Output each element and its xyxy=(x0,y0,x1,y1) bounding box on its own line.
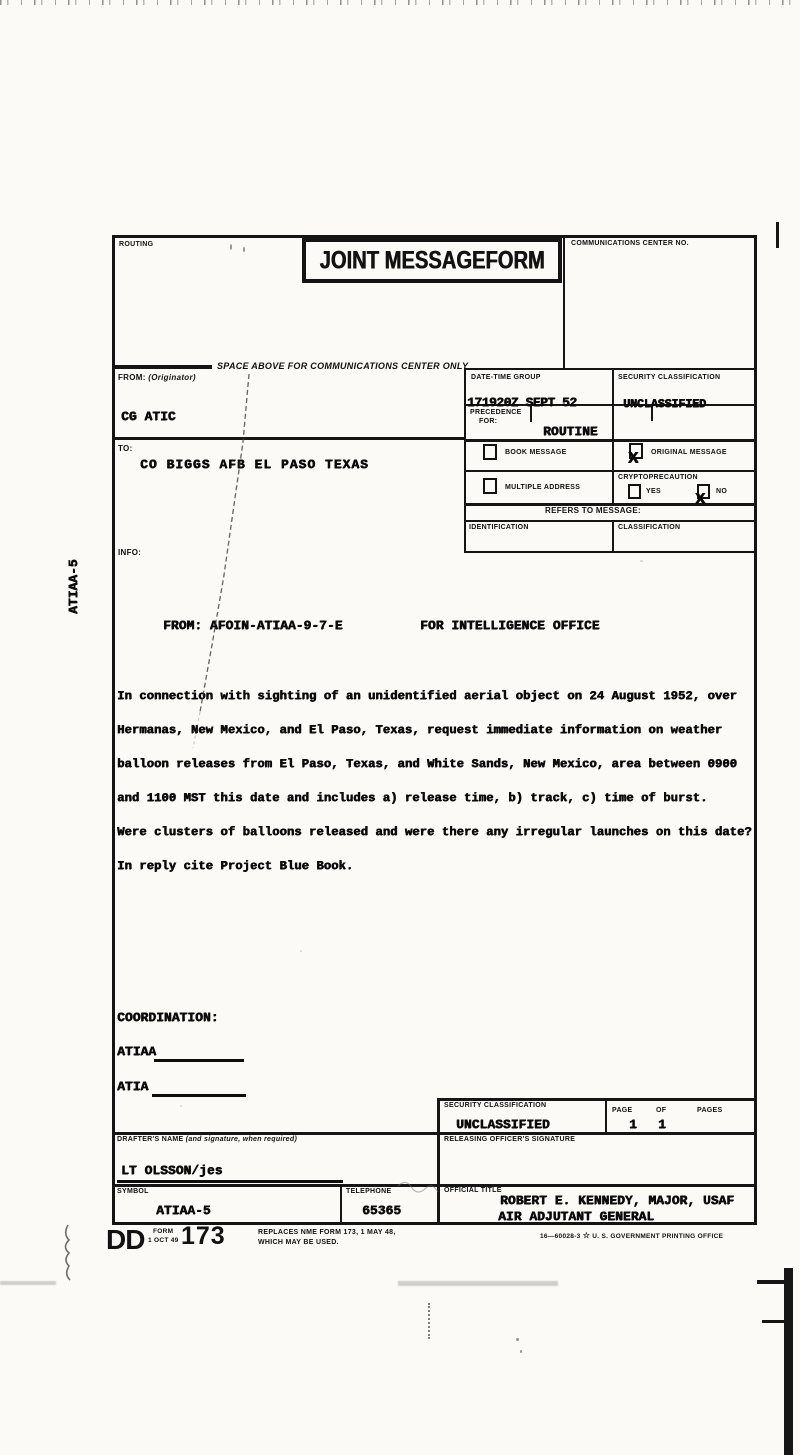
gpo-text: U. S. GOVERNMENT PRINTING OFFICE xyxy=(592,1233,724,1240)
dtg-line-5 xyxy=(464,520,757,522)
replaces-note-2: WHICH MAY BE USED. xyxy=(258,1239,339,1246)
book-message-checkbox xyxy=(483,444,497,460)
bottom-box-top xyxy=(437,1098,757,1101)
scan-artifact-right-tick-2 xyxy=(762,1320,787,1323)
gpo-imprint xyxy=(540,1231,723,1240)
officer-name: ROBERT E. KENNEDY, MAJOR, USAF xyxy=(500,1193,735,1208)
from-label: FROM: xyxy=(118,373,146,382)
symbol-label: SYMBOL xyxy=(117,1188,149,1195)
cryptoprecaution-label: CRYPTOPRECAUTION xyxy=(618,474,698,481)
from-sublabel: (Originator) xyxy=(148,373,196,382)
comm-center-label: COMMUNICATIONS CENTER NO. xyxy=(571,240,689,247)
refers-to-message-label: REFERS TO MESSAGE: xyxy=(545,506,641,515)
drafter-value: LT OLSSON/jes xyxy=(121,1163,223,1178)
page-cell-divider xyxy=(605,1098,607,1134)
precedence-label: PRECEDENCE xyxy=(470,409,522,416)
multiple-address-label: MULTIPLE ADDRESS xyxy=(505,484,581,491)
scan-artifact-smudge-center xyxy=(398,1281,558,1286)
comm-center-divider xyxy=(563,237,565,368)
coordination-blank-1 xyxy=(154,1059,244,1062)
telephone-cell-divider xyxy=(340,1184,342,1225)
body-line: In connection with sighting of an unidentified aerial object on 24 August 1952, over xyxy=(117,689,737,703)
of-label: OF xyxy=(656,1107,667,1114)
scan-artifact-smudge-left xyxy=(0,1281,56,1285)
gpo-star-icon: ☆ xyxy=(582,1231,591,1240)
dtg-line-2 xyxy=(464,439,757,442)
from-value: CG ATIC xyxy=(121,409,176,424)
pages-label: PAGES xyxy=(697,1107,723,1114)
original-message-label: ORIGINAL MESSAGE xyxy=(651,449,727,456)
body-line: balloon releases from El Paso, Texas, and White Sands, New Mexico, area between 0900 xyxy=(117,757,737,771)
bottom-security-value: UNCLASSIFIED xyxy=(456,1117,550,1132)
from-originator-label xyxy=(118,373,196,382)
margin-annotation: ATIAA-5 xyxy=(66,559,81,614)
message-for-line: FOR INTELLIGENCE OFFICE xyxy=(420,618,600,633)
crypto-yes-checkbox xyxy=(628,484,641,499)
form-number: 173 xyxy=(181,1222,226,1250)
footer-form-word: FORM xyxy=(153,1228,174,1235)
coordination-line-1: ATIAA xyxy=(117,1044,157,1059)
body-line: In reply cite Project Blue Book. xyxy=(117,859,354,873)
official-title-label: OFFICIAL TITLE xyxy=(444,1187,502,1194)
drafter-label-main: DRAFTER'S NAME xyxy=(117,1136,184,1143)
drafter-underline xyxy=(117,1180,343,1183)
gpo-code: 16—60028-3 xyxy=(540,1233,581,1240)
routing-label: ROUTING xyxy=(119,241,154,248)
scan-artifact-right-tick-top xyxy=(776,222,779,248)
telephone-value: 65365 xyxy=(362,1203,402,1218)
space-note: SPACE ABOVE FOR COMMUNICATIONS CENTER ONLY xyxy=(217,361,469,371)
scan-artifact-right-tick-1 xyxy=(757,1280,787,1284)
body-line: Hermanas, New Mexico, and El Paso, Texas, request immediate information on weather xyxy=(117,723,723,737)
footer-form-date: 1 OCT 49 xyxy=(148,1237,179,1244)
scan-artifact-top-ticks xyxy=(0,0,800,5)
officer-title: AIR ADJUTANT GENERAL xyxy=(498,1209,655,1224)
to-label: TO: xyxy=(118,444,133,453)
drafter-label-sub: (and signature, when required) xyxy=(185,1136,298,1143)
crypto-no-label: NO xyxy=(716,488,728,495)
dtg-vdivider-top xyxy=(612,368,614,503)
body-line: Were clusters of balloons released and were there any irregular launches on this date? xyxy=(117,825,752,839)
book-message-label: BOOK MESSAGE xyxy=(505,449,567,456)
info-label: INFO: xyxy=(118,548,142,557)
security-classification-label: SECURITY CLASSIFICATION xyxy=(618,374,721,381)
page-value: 1 xyxy=(629,1117,637,1132)
coordination-blank-2 xyxy=(152,1094,246,1097)
coordination-line-2: ATIA xyxy=(117,1079,149,1094)
from-to-divider xyxy=(112,437,464,440)
drafter-label xyxy=(117,1136,297,1143)
form-title: JOINT MESSAGEFORM xyxy=(319,245,545,275)
identification-label: IDENTIFICATION xyxy=(469,524,529,531)
precedence-value: ROUTINE xyxy=(543,424,598,439)
telephone-label: TELEPHONE xyxy=(346,1188,392,1195)
security-classification-value: UNCLASSIFIED xyxy=(623,397,706,411)
pages-value: 1 xyxy=(658,1117,666,1132)
scan-artifact-squiggle xyxy=(66,1225,71,1280)
dtg-line-3 xyxy=(464,470,757,472)
crypto-yes-label: YES xyxy=(646,488,661,495)
date-time-group-label: DATE-TIME GROUP xyxy=(471,374,541,381)
body-line: and 1100 MST this date and includes a) release time, b) track, c) time of burst. xyxy=(117,791,708,805)
space-note-bar xyxy=(113,365,212,369)
bottom-security-label: SECURITY CLASSIFICATION xyxy=(444,1102,547,1109)
page-label: PAGE xyxy=(612,1107,633,1114)
original-message-check-icon: X xyxy=(628,450,639,469)
dd-form-mark: DD xyxy=(106,1224,145,1255)
to-value: CO BIGGS AFB EL PASO TEXAS xyxy=(140,457,369,472)
dtg-vdivider-bottom xyxy=(612,520,614,553)
multiple-address-checkbox xyxy=(483,478,497,494)
coordination-label: COORDINATION: xyxy=(117,1010,219,1025)
for-label: FOR: xyxy=(479,418,498,425)
scan-artifact-right-bar xyxy=(784,1268,793,1455)
symbol-row-top xyxy=(112,1184,757,1187)
date-time-group-value: 171920Z SEPT 52 xyxy=(467,395,577,410)
releasing-officer-label: RELEASING OFFICER'S SIGNATURE xyxy=(444,1136,576,1143)
replaces-note-1: REPLACES NME FORM 173, 1 MAY 48, xyxy=(258,1229,396,1236)
scan-artifact-dotted-line xyxy=(428,1303,430,1339)
form-title-box xyxy=(302,238,562,283)
message-from-line: FROM: AFOIN-ATIAA-9-7-E xyxy=(163,618,343,633)
drafter-row-top xyxy=(112,1132,757,1135)
classification-label: CLASSIFICATION xyxy=(618,524,681,531)
bottom-box-left xyxy=(437,1098,440,1225)
crypto-no-check-icon: X xyxy=(695,491,706,510)
symbol-value: ATIAA-5 xyxy=(156,1203,211,1218)
